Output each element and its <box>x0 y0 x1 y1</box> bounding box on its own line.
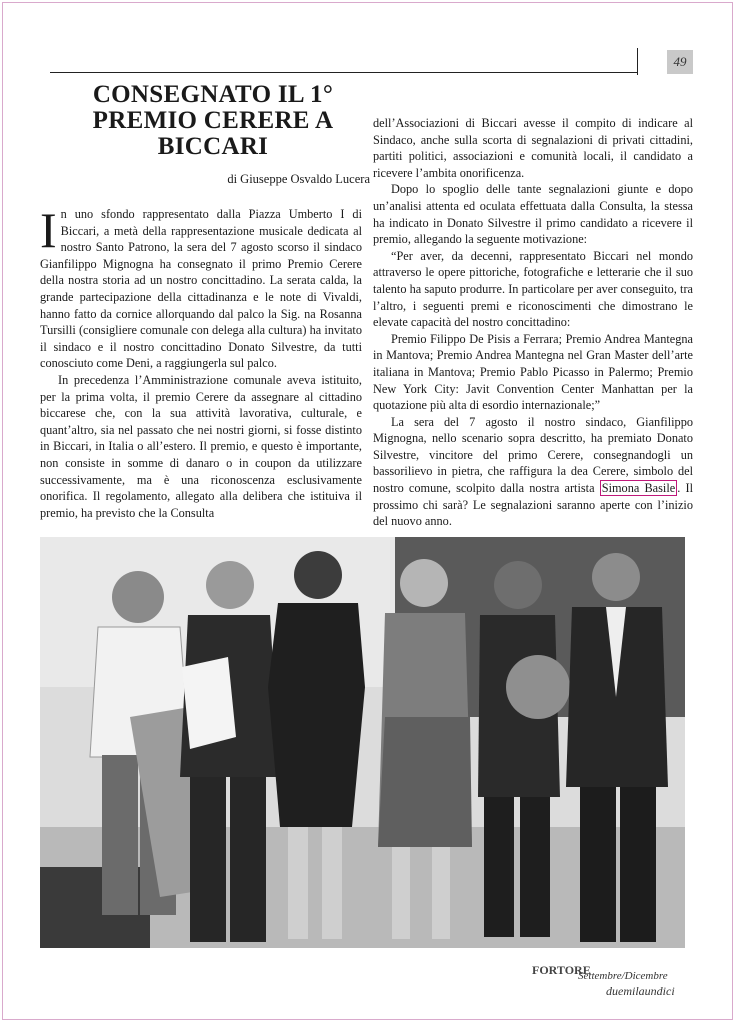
drop-cap: I <box>40 202 57 258</box>
paragraph: Premio Filippo De Pisis a Ferrara; Premio Andrea Mantegna in Mantova; Premio Andrea Mantegna nel Gran Master dell’arte italiana in Mantova; Premio Pablo Picasso in Palermo; Premio New York City: Javit Convention Center Manhattan per la quotazione più alta di esordio internazionale;” <box>373 331 693 413</box>
paragraph-text: n uno sfondo rappresentato dalla Piazza Umberto I di Biccari, a metà della rappresentazione musicale dedicata al nostro Santo Patrono, la sera del 7 agosto scorso il sindaco Gianfilippo Mignogna ha consegnato il primo Premio Cerere della nostra storia ad un nostro concittadino. La serata calda, la grande partecipazione della cittadinanza e le note di Vivaldi, hanno fatto da cornice allorquando dal palco la Sig. na Rosanna Tursilli (consigliere comunale con delega alla cultura) ha invitato il sindaco e il nostro concittadino Donato Silvestre, da tutti conosciuto come Deni, a raggiungerla sul palco. <box>40 207 362 371</box>
person-2 <box>180 561 280 942</box>
article-column-right <box>373 115 693 530</box>
article-title: CONSEGNATO IL 1° PREMIO CERERE A BICCARI <box>92 81 334 160</box>
issue-months: Settembre/Dicembre <box>578 970 668 982</box>
article-column-left <box>40 202 362 521</box>
photo-illustration <box>40 537 685 948</box>
paragraph: “Per aver, da decenni, rappresentato Biccari nel mondo attraverso le opere pittoriche, fotografiche e letterarie che il suo talento ha saputo produrre. In particolare per aver conseguito, tra l’altro, i seguenti premi e riconoscimenti che dimostrano le elevate capacità del nostro concittadino: <box>373 248 693 330</box>
paragraph-text: La sera del 7 agosto il nostro sindaco, Gianfilippo Mignogna, nello scenario sopra descritto, ha premiato Donato Silvestre, vincitore del primo Cerere, consegnandogli un bassorilievo in pietra, che raffigura la dea Cerere, simbolo del nostro comune, scolpito dalla nostra artista <box>373 414 693 496</box>
paragraph <box>40 202 362 372</box>
header-rule-tick <box>637 48 638 75</box>
paragraph: In precedenza l’Amministrazione comunale aveva istituito, per la prima volta, il premio Cerere da assegnare al cittadino biccarese che, con la sua attività lavorativa, culturale, e quant’altro, sia nel passato che nei nostri giorni, si fosse distinto in Biccari, in Italia o all’estero. Il premio, e questo è importante, non consiste in somme di danaro o in coupon da utilizzare successivamente, ma è una riconoscenza esclusivamente onorifica. Il regolamento, allegato alla delibera che istituiva il premio, ha previsto che la Consulta <box>40 372 362 520</box>
article-byline: di Giuseppe Osvaldo Lucera <box>227 172 370 186</box>
header-rule <box>50 72 638 73</box>
paragraph: Dopo lo spoglio delle tante segnalazioni giunte e dopo un’analisi attenta ed oculata effettuata dalla Consulta, la stessa ha indicato in Donato Silvestre il primo candidato a ricevere il premio, allegando la seguente motivazione: <box>373 182 693 247</box>
paragraph-text: . Il prossimo chi sarà? Le segnalazioni saranno aperte con l’inizio del nuovo anno. <box>373 481 693 529</box>
award-ceremony-photo <box>40 537 685 948</box>
issue-year: duemilaundici <box>606 984 675 998</box>
highlighted-name[interactable]: Simona Basile <box>601 481 676 496</box>
paragraph <box>373 414 693 530</box>
magazine-logo: FORTORE <box>532 963 591 977</box>
paragraph: dell’Associazioni di Biccari avesse il compito di indicare al Sindaco, anche sulla scorta di segnalazioni di privati cittadini, partiti politici, associazioni e comunità locali, il candidato a ricevere l’ambita onorificenza. <box>373 116 693 180</box>
page-number: 49 <box>667 50 693 74</box>
